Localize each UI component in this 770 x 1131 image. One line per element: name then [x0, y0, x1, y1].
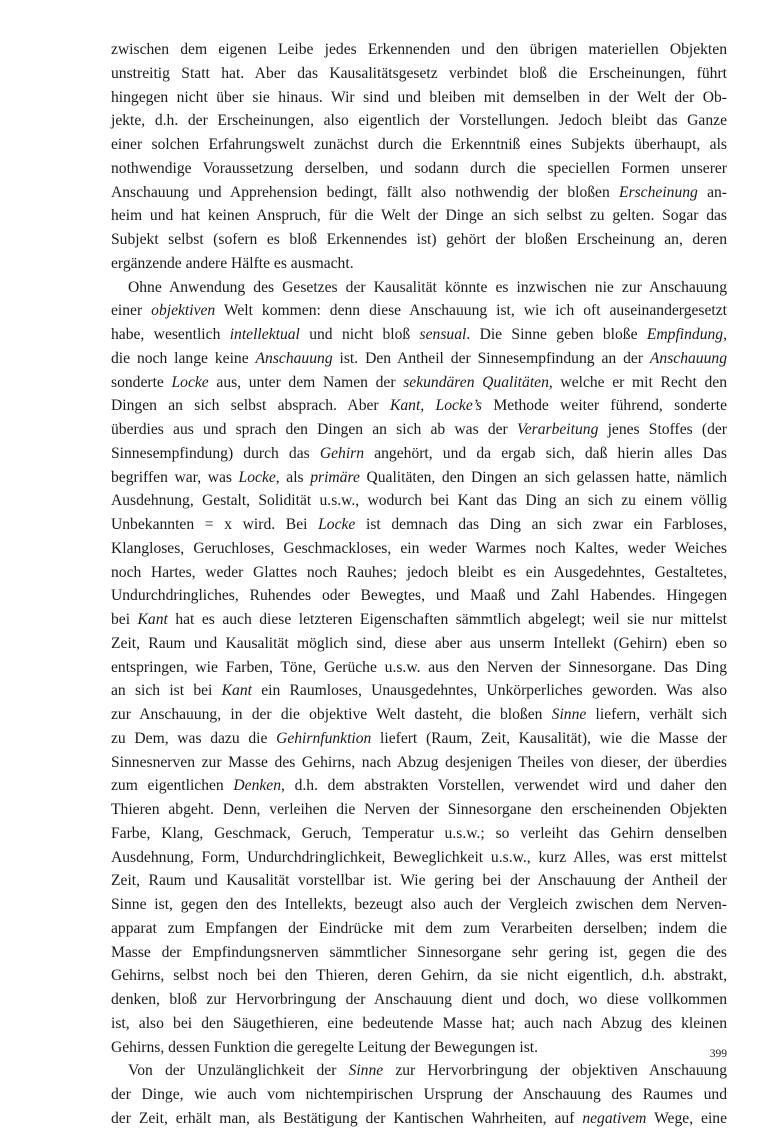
text-line: unstreitig Statt hat. Aber das Kausalitätsgesetz verbindet bloß die Erscheinungen, führt — [111, 64, 727, 82]
text-line: Ausdehnung, Form, Undurchdringlichkeit, Beweglichkeit u.s.w., kurz Alles, was erst mittelst — [111, 848, 727, 866]
text-line: entspringen, wie Farben, Töne, Gerüche u.s.w. aus den Nerven der Sinnesorgane. Das Ding — [111, 658, 727, 676]
text-line: Sinnesnerven zur Masse des Gehirns, nach Abzug desjenigen Theiles von dieser, der überdies — [111, 753, 727, 771]
text-line: denken, bloß zur Hervorbringung der Anschauung dient und doch, wo diese vollkommen — [111, 991, 727, 1008]
text-line: die noch lange keine Anschauung ist. Den Antheil der Sinnesempfindung an der Anschauung — [111, 349, 727, 367]
text-line: Sinnesempfindung) durch das Gehirn angehört, und da ergab sich, daß hierin alles Das — [111, 444, 728, 462]
text-line: Farbe, Klang, Geschmack, Geruch, Temperatur u.s.w.; so verleiht das Gehirn denselben — [111, 824, 727, 842]
text-line: noch Hartes, weder Glattes noch Rauhes; jedoch bleibt es ein Ausgedehntes, Gestaltetes, — [111, 563, 727, 581]
text-line: Zeit, Raum und Kausalität möglich sind, diese aber aus unserm Intellekt (Gehirn) eben so — [111, 634, 727, 652]
text-line: zum eigentlichen Denken, d.h. dem abstrakten Vorstellen, verwendet wird und daher den — [111, 777, 727, 795]
text-line: Gehirns, selbst noch bei den Thieren, deren Gehirn, da sie nicht eigentlich, d.h. abstrakt, — [111, 967, 727, 985]
text-line: zu Dem, was dazu die Gehirnfunktion liefert (Raum, Zeit, Kausalität), wie die Masse der — [111, 729, 727, 747]
text-line: überdies aus und sprach den Dingen an sich ab was der Verarbeitung jenes Stoffes (der — [111, 421, 727, 438]
text-line: Ohne Anwendung des Gesetzes der Kausalität könnte es inzwischen nie zur Anschauung — [128, 278, 727, 296]
text-line: Von der Unzulänglichkeit der Sinne zur Hervorbringung der objektiven Anschauung — [128, 1062, 728, 1080]
text-line: einer objektiven Welt kommen: denn diese Anschauung ist, wie ich oft auseinandergesetzt — [111, 302, 727, 320]
text-line: hingegen nicht über sie hinaus. Wir sind und bleiben mit demselben in der Welt der Ob- — [111, 88, 727, 106]
text-line: zwischen dem eigenen Leibe jedes Erkennenden und den übrigen materiellen Objekten — [111, 41, 727, 58]
text-line: Thieren abgeht. Denn, verleihen die Nerven der Sinnesorgane den erscheinenden Objekten — [111, 801, 727, 818]
text-line: ist, also bei den Säugethieren, eine bedeutende Masse hat; auch nach Abzug des kleinen — [111, 1014, 727, 1032]
text-line: bei Kant hat es auch diese letzteren Eigenschaften sämmtlich abgelegt; weil sie nur mittelst — [111, 611, 727, 628]
text-line: jekte, d.h. der Erscheinungen, also eigentlich der Vorstellungen. Jedoch bleibt das Ganze — [111, 112, 727, 130]
text-line: zur Anschauung, in der die objektive Welt dasteht, die bloßen Sinne liefern, verhält sich — [111, 706, 728, 723]
text-line: Masse der Empfindungsnerven sämmtlicher Sinnesorgane sehr gering ist, gegen die des — [111, 943, 727, 961]
text-line: habe, wesentlich intellektual und nicht bloß sensual. Die Sinne geben bloße Empfindung, — [111, 326, 727, 343]
text-line: einer solchen Erfahrungswelt zunächst durch die Erkenntniß eines Subjekts überhaupt, als — [111, 136, 727, 153]
page-body — [111, 38, 727, 1131]
text-line: Klangloses, Geruchloses, Geschmackloses, ein weder Warmes noch Kaltes, weder Weiches — [111, 539, 727, 557]
text-line: apparat zum Empfangen der Eindrücke mit dem zum Verarbeiten derselben; indem die — [111, 919, 727, 937]
page-number: 399 — [709, 1048, 727, 1060]
text-line: sonderte Locke aus, unter dem Namen der sekundären Qualitäten, welche er mit Recht den — [111, 373, 728, 391]
text-line: der Zeit, erhält man, als Bestätigung der Kantischen Wahrheiten, auf negativem Wege, eine — [111, 1109, 727, 1127]
text-line: der Dinge, wie auch vom nichtempirischen Ursprung der Anschauung des Raumes und — [111, 1086, 727, 1103]
text-line: Anschauung und Apprehension bedingt, fällt also nothwendig der bloßen Erscheinung an- — [111, 183, 727, 201]
text-line: Unbekannten = x wird. Bei Locke ist demnach das Ding an sich zwar ein Farbloses, — [111, 516, 728, 533]
text-line: ergänzende andere Hälfte es ausmacht. — [111, 254, 354, 272]
text-line: an sich ist bei Kant ein Raumloses, Unausgedehntes, Unkörperliches geworden. Was also — [111, 682, 727, 700]
text-line: Dingen an sich selbst absprach. Aber Kant, Locke’s Methode weiter führend, sonderte — [111, 397, 728, 415]
text-line: Ausdehnung, Gestalt, Solidität u.s.w., wodurch bei Kant das Ding an sich zu einem völlig — [111, 492, 727, 510]
text-line: Undurchdringliches, Ruhendes oder Bewegtes, und Maaß und Zahl Habendes. Hingegen — [111, 587, 727, 605]
text-line: begriffen war, was Locke, als primäre Qualitäten, den Dingen an sich gelassen hatte, nämlich — [111, 468, 727, 486]
text-line: heim und hat keinen Anspruch, für die Welt der Dinge an sich selbst zu gelten. Sogar das — [111, 207, 727, 225]
text-line: Gehirns, dessen Funktion die geregelte Leitung der Bewegungen ist. — [111, 1038, 538, 1056]
text-line: Zeit, Raum und Kausalität vorstellbar ist. Wie gering bei der Anschauung der Antheil der — [111, 872, 727, 890]
text-line: Subjekt selbst (sofern es bloß Erkennendes ist) gehört der bloßen Erscheinung an, deren — [111, 231, 727, 248]
text-line: Sinne ist, gegen den des Intellekts, bezeugt also auch der Vergleich zwischen dem Nerven- — [111, 896, 727, 913]
text-line: nothwendige Voraussetzung derselben, und sodann durch die speciellen Formen unserer — [111, 159, 727, 177]
